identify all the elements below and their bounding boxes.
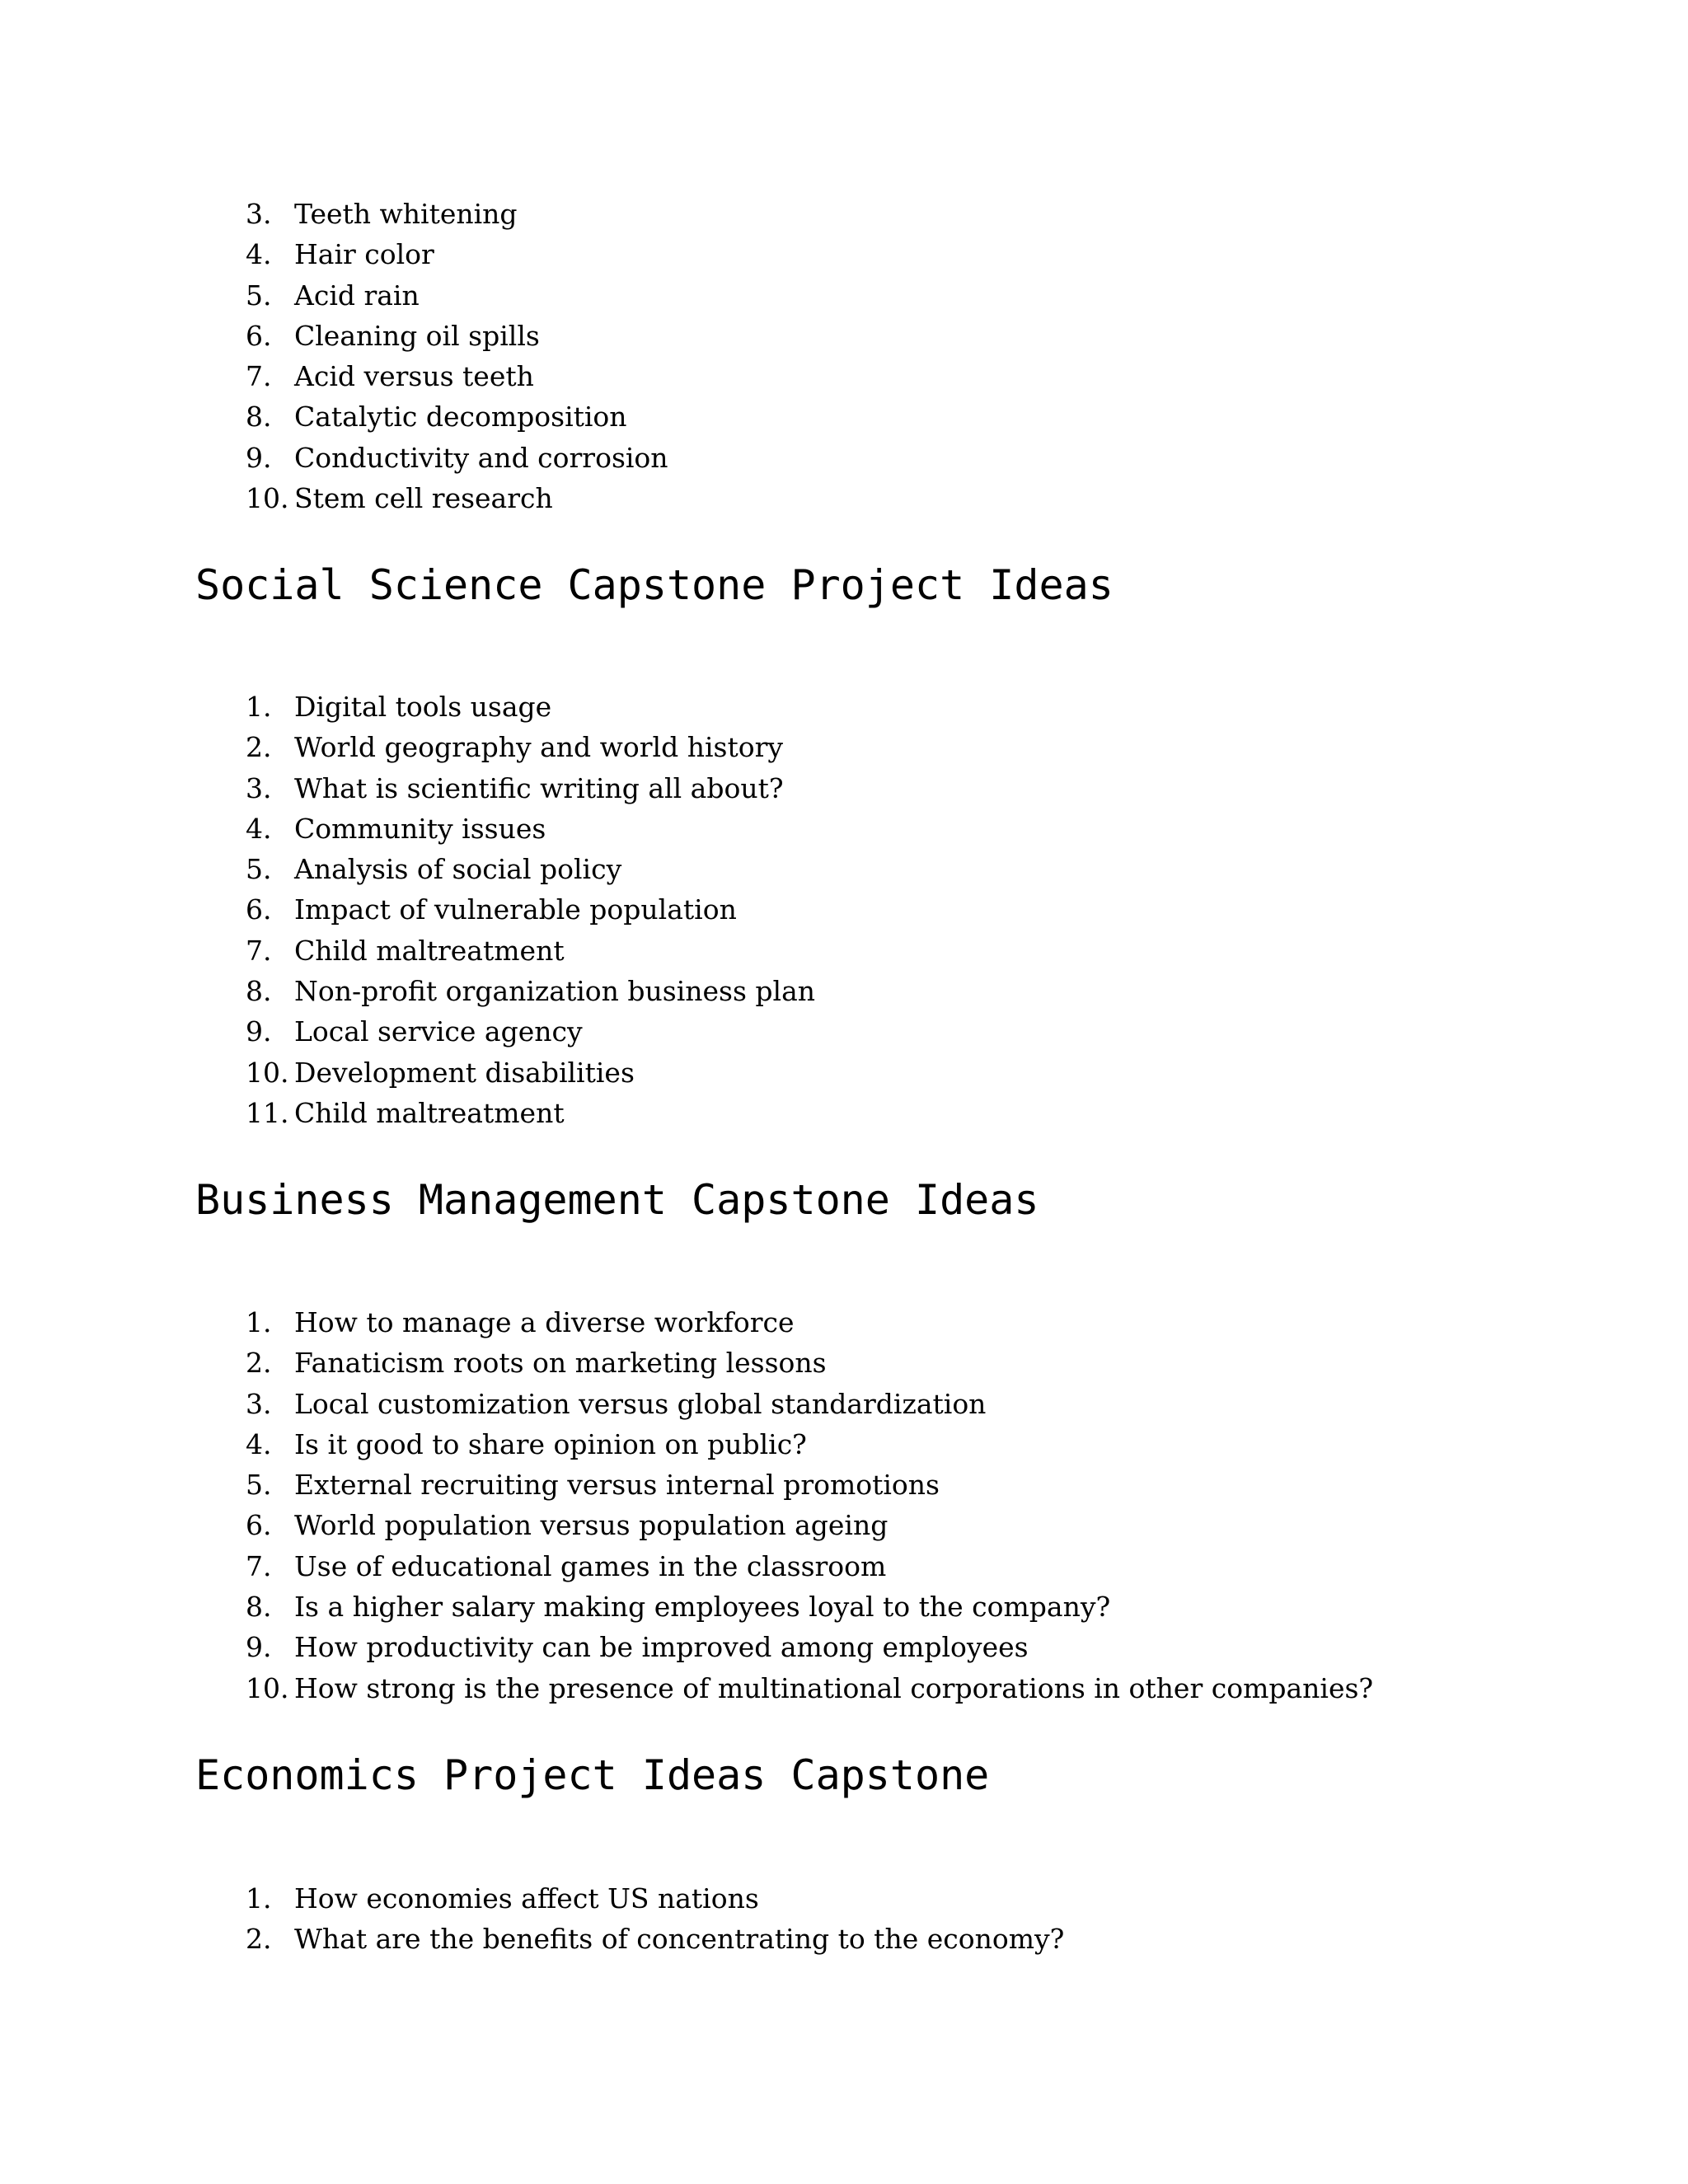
list-item-number: 10. (246, 1056, 289, 1089)
list-item-text: Development disabilities (294, 1056, 635, 1089)
list-item-text: External recruiting versus internal promotions (294, 1469, 940, 1502)
list-item-number: 4. (246, 238, 272, 271)
list-item-text: Impact of vulnerable population (294, 893, 737, 926)
list-item-number: 8. (246, 401, 272, 434)
list-item-text: What are the benefits of concentrating to the economy? (294, 1923, 1065, 1956)
list-item-text: How productivity can be improved among employees (294, 1631, 1029, 1664)
section-heading-business-management: Business Management Capstone Ideas (195, 1176, 1039, 1224)
list-item-number: 1. (246, 1306, 272, 1338)
list-item-number: 5. (246, 1469, 272, 1502)
list-item-number: 9. (246, 1631, 272, 1664)
list-item-text: How to manage a diverse workforce (294, 1306, 795, 1338)
list-item-text: What is scientific writing all about? (294, 771, 784, 804)
list-item-text: How economies affect US nations (294, 1882, 759, 1915)
list-item-text: Fanaticism roots on marketing lessons (294, 1347, 827, 1380)
list-item-number: 3. (246, 1387, 272, 1420)
list-item-number: 2. (246, 1923, 272, 1956)
list-item-number: 9. (246, 441, 272, 474)
list-item-text: Child maltreatment (294, 934, 565, 967)
list-item-text: Hair color (294, 238, 434, 271)
list-item-text: Cleaning oil spills (294, 319, 540, 352)
list-item-number: 7. (246, 1549, 272, 1582)
section-heading-economics: Economics Project Ideas Capstone (195, 1751, 990, 1799)
list-item-text: Teeth whitening (294, 198, 518, 230)
list-item-number: 8. (246, 975, 272, 1008)
list-item-number: 1. (246, 1882, 272, 1915)
list-item-text: Non-profit organization business plan (294, 975, 816, 1008)
list-item-number: 6. (246, 893, 272, 926)
list-item-text: Stem cell research (294, 482, 553, 515)
list-item-number: 5. (246, 853, 272, 886)
list-item-number: 3. (246, 198, 272, 230)
list-item-number: 9. (246, 1015, 272, 1048)
list-item-text: Acid rain (294, 279, 420, 312)
list-item-number: 2. (246, 1347, 272, 1380)
list-item-text: Is a higher salary making employees loyal to the company? (294, 1591, 1111, 1624)
list-item-text: World population versus population ageing (294, 1509, 889, 1542)
list-item-text: Local service agency (294, 1015, 583, 1048)
list-item-number: 8. (246, 1591, 272, 1624)
list-item-text: Conductivity and corrosion (294, 441, 668, 474)
list-item-number: 10. (246, 1671, 289, 1704)
list-item-text: Child maltreatment (294, 1096, 565, 1129)
list-item-number: 4. (246, 812, 272, 845)
section-heading-social-science: Social Science Capstone Project Ideas (195, 561, 1114, 609)
list-item-number: 10. (246, 482, 289, 515)
list-item-text: How strong is the presence of multinational corporations in other companies? (294, 1671, 1374, 1704)
list-item-number: 1. (246, 691, 272, 723)
list-item-number: 6. (246, 319, 272, 352)
list-item-text: Catalytic decomposition (294, 401, 627, 434)
list-item-number: 11. (246, 1096, 289, 1129)
list-item-number: 7. (246, 934, 272, 967)
list-item-text: Community issues (294, 812, 546, 845)
list-item-number: 3. (246, 771, 272, 804)
list-item-number: 2. (246, 731, 272, 764)
list-item-number: 7. (246, 360, 272, 393)
list-item-text: Digital tools usage (294, 691, 552, 723)
list-item-number: 5. (246, 279, 272, 312)
list-item-text: Local customization versus global standardization (294, 1387, 987, 1420)
list-item-text: Acid versus teeth (294, 360, 534, 393)
list-item-number: 4. (246, 1427, 272, 1460)
list-item-number: 6. (246, 1509, 272, 1542)
list-item-text: World geography and world history (294, 731, 783, 764)
list-item-text: Is it good to share opinion on public? (294, 1427, 807, 1460)
list-item-text: Analysis of social policy (294, 853, 622, 886)
list-item-text: Use of educational games in the classroom (294, 1549, 887, 1582)
